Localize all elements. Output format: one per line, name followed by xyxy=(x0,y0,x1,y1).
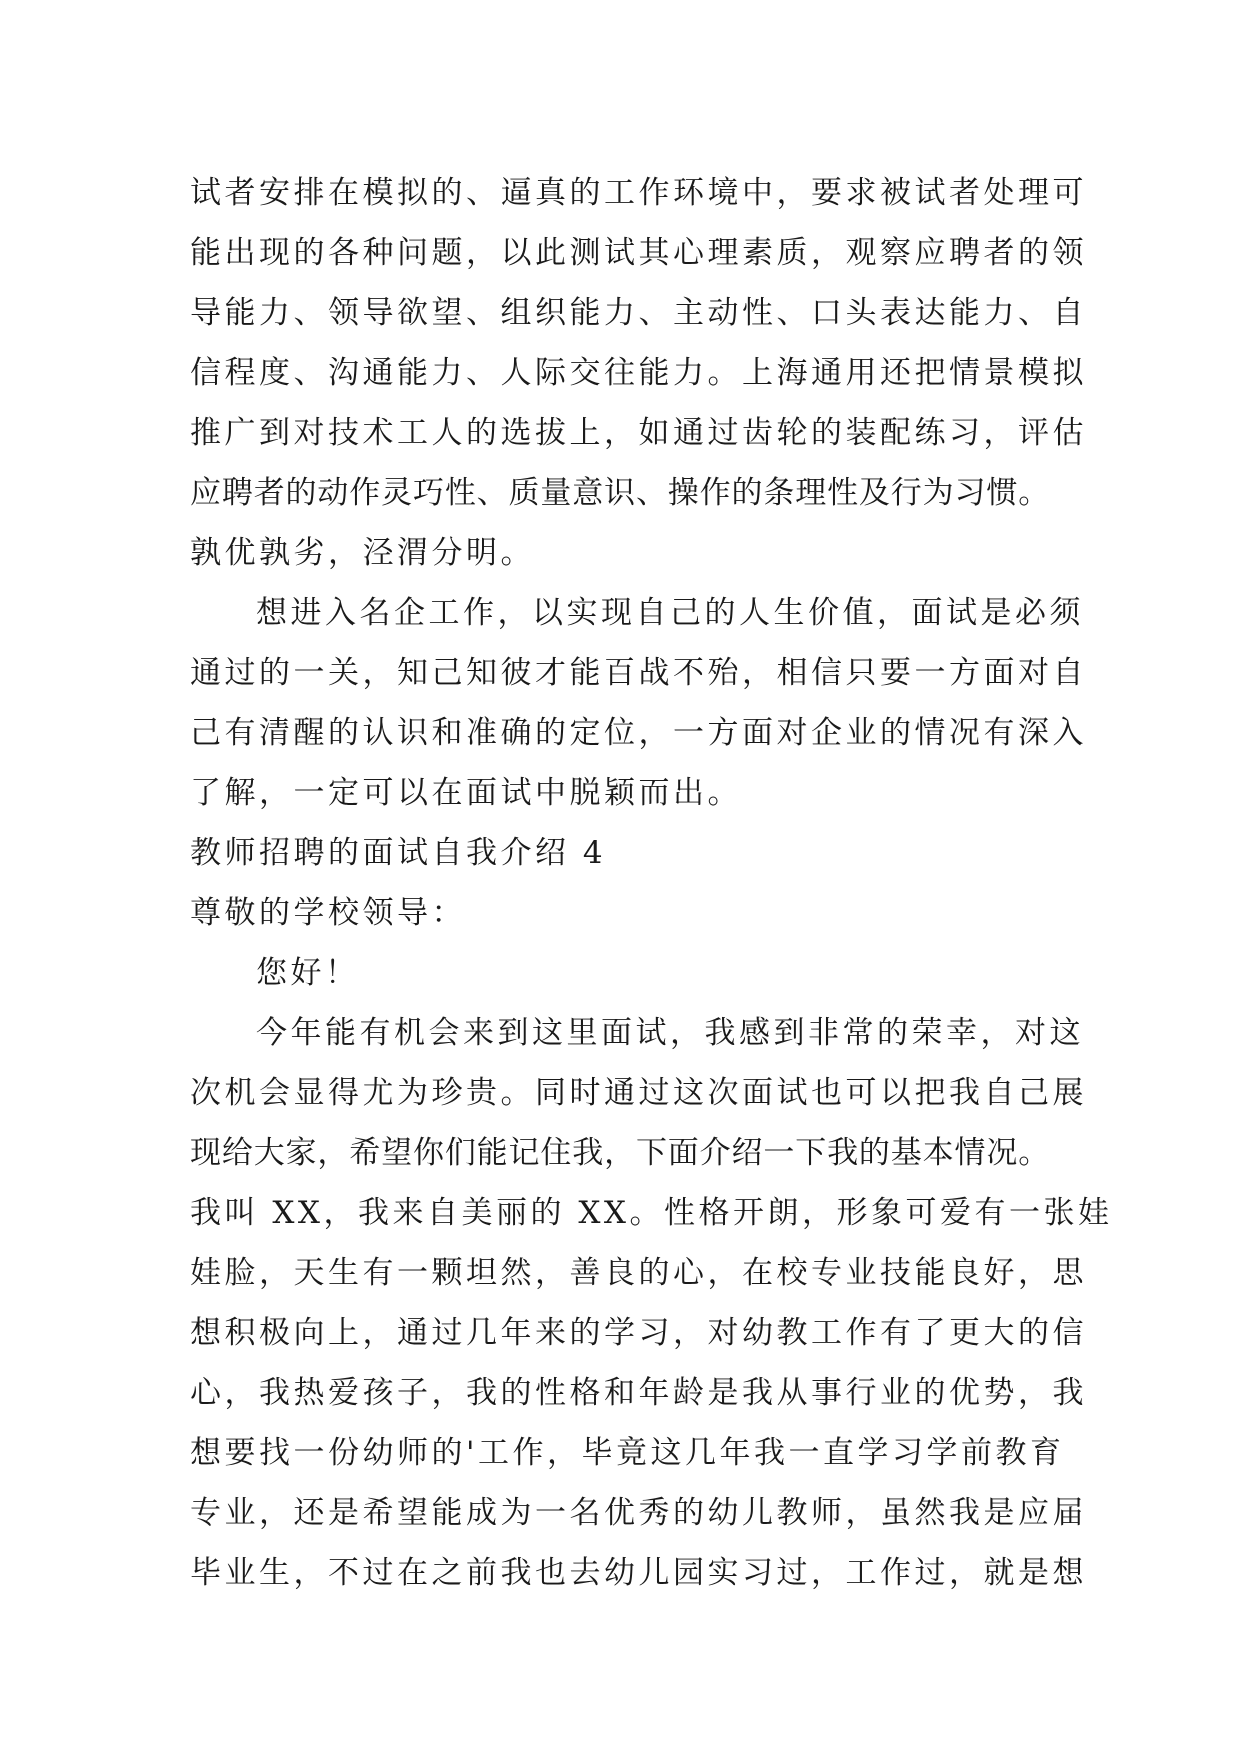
paragraph-line: 能出现的各种问题，以此测试其心理素质，观察应聘者的领 xyxy=(190,235,1087,271)
section-heading: 教师招聘的面试自我介绍 4 xyxy=(190,835,607,871)
paragraph-line: 试者安排在模拟的、逼真的工作环境中，要求被试者处理可 xyxy=(190,175,1087,211)
paragraph-line: 次机会显得尤为珍贵。同时通过这次面试也可以把我自己展 xyxy=(190,1075,1087,1111)
salutation: 尊敬的学校领导： xyxy=(190,895,466,931)
paragraph-line: 现给大家，希望你们能记住我，下面介绍一下我的基本情况。 xyxy=(190,1135,1050,1171)
paragraph-line: 专业，还是希望能成为一名优秀的幼儿教师，虽然我是应届 xyxy=(190,1495,1087,1531)
paragraph-line: 今年能有机会来到这里面试，我感到非常的荣幸，对这 xyxy=(256,1015,1084,1051)
paragraph-line: 想要找一份幼师的'工作，毕竟这几年我一直学习学前教育 xyxy=(190,1435,1065,1471)
paragraph-line: 娃脸，天生有一颗坦然，善良的心，在校专业技能良好，思 xyxy=(190,1255,1087,1291)
paragraph-line: 信程度、沟通能力、人际交往能力。上海通用还把情景模拟 xyxy=(190,355,1087,391)
paragraph-line: 己有清醒的认识和准确的定位，一方面对企业的情况有深入 xyxy=(190,715,1087,751)
paragraph-line: 想进入名企工作，以实现自己的人生价值，面试是必须 xyxy=(256,595,1084,631)
paragraph-line: 想积极向上，通过几年来的学习，对幼教工作有了更大的信 xyxy=(190,1315,1087,1351)
document-body xyxy=(190,163,1113,1603)
paragraph-line: 我叫 XX，我来自美丽的 XX。性格开朗，形象可爱有一张娃 xyxy=(190,1195,1113,1231)
paragraph-line: 推广到对技术工人的选拔上，如通过齿轮的装配练习，评估 xyxy=(190,415,1087,451)
paragraph-line: 了解，一定可以在面试中脱颖而出。 xyxy=(190,775,742,811)
paragraph-line: 导能力、领导欲望、组织能力、主动性、口头表达能力、自 xyxy=(190,295,1087,331)
paragraph-line: 应聘者的动作灵巧性、质量意识、操作的条理性及行为习惯。 xyxy=(190,475,1050,511)
paragraph-line: 毕业生，不过在之前我也去幼儿园实习过，工作过，就是想 xyxy=(190,1555,1087,1591)
paragraph-line: 通过的一关，知己知彼才能百战不殆，相信只要一方面对自 xyxy=(190,655,1087,691)
paragraph-line: 孰优孰劣，泾渭分明。 xyxy=(190,535,535,571)
paragraph-line: 心，我热爱孩子，我的性格和年龄是我从事行业的优势，我 xyxy=(190,1375,1087,1411)
greeting: 您好！ xyxy=(256,955,360,991)
